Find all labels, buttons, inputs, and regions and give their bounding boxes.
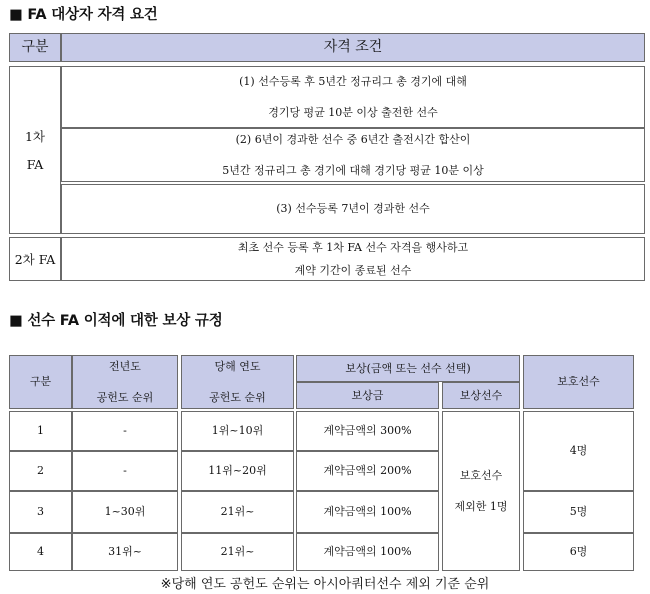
row3-money: 계약금액의 100% <box>296 491 439 533</box>
row4-curr-rank: 21위~ <box>181 533 294 571</box>
comp-header-money: 보상금 <box>296 382 439 409</box>
first-fa-label-line1: 1차 <box>24 128 46 144</box>
condition-2-line1: (2) 6년이 경과한 선수 중 6년간 출전시간 합산이 <box>235 133 471 147</box>
row4-prev-rank: 31위~ <box>72 533 178 571</box>
condition-1-line2: 경기당 평균 10분 이상 출전한 선수 <box>268 105 438 119</box>
fa-eligibility-heading: ■ FA 대상자 자격 요건 <box>9 7 158 23</box>
eligibility-header-category: 구분 <box>9 33 61 62</box>
condition-1-line1: (1) 선수등록 후 5년간 정규리그 총 경기에 대해 <box>239 75 467 89</box>
row4-category: 4 <box>9 533 72 571</box>
row2-money: 계약금액의 200% <box>296 451 439 491</box>
comp-header-prev-line1: 전년도 <box>109 359 141 373</box>
row2-curr-rank: 11위~20위 <box>181 451 294 491</box>
first-fa-label-line2: FA <box>26 156 44 172</box>
comp-player-line1: 보호선수 <box>459 468 503 482</box>
row1-category: 1 <box>9 411 72 451</box>
comp-player-line2: 제외한 1명 <box>454 500 508 513</box>
comp-header-player: 보상선수 <box>442 382 520 409</box>
comp-header-prev-rank <box>72 355 178 409</box>
first-fa-condition-2 <box>61 128 645 182</box>
row2-category: 2 <box>9 451 72 491</box>
comp-header-prev-line2: 공헌도 순위 <box>96 391 154 404</box>
second-fa-line2: 계약 기간이 종료된 선수 <box>294 263 412 277</box>
comp-header-curr-line2: 공헌도 순위 <box>209 391 266 404</box>
second-fa-condition <box>61 237 645 281</box>
protected-row-3: 5명 <box>523 491 634 533</box>
second-fa-line1: 최초 선수 등록 후 1차 FA 선수 자격을 행사하고 <box>237 241 469 255</box>
first-fa-condition-1 <box>61 66 645 128</box>
compensation-heading: ■ 선수 FA 이적에 대한 보상 규정 <box>9 313 223 329</box>
protected-rows-1-2: 4명 <box>523 411 634 491</box>
row1-curr-rank: 1위~10위 <box>181 411 294 451</box>
first-fa-condition-3 <box>61 184 645 234</box>
comp-player-merged <box>442 411 520 571</box>
first-fa-label <box>9 66 61 234</box>
condition-2-line2: 5년간 정규리그 총 경기에 대해 경기당 평균 10분 이상 <box>222 163 484 177</box>
protected-row-4: 6명 <box>523 533 634 571</box>
row3-category: 3 <box>9 491 72 533</box>
condition-3-line1: (3) 선수등록 7년이 경과한 선수 <box>276 202 430 216</box>
comp-header-compensation: 보상(금액 또는 선수 선택) <box>296 355 520 382</box>
eligibility-header-conditions: 자격 조건 <box>61 33 645 62</box>
comp-header-curr-rank <box>181 355 294 409</box>
row3-prev-rank: 1~30위 <box>72 491 178 533</box>
footnote: ※당해 연도 공헌도 순위는 아시아쿼터선수 제외 기준 순위 <box>160 577 490 592</box>
row4-money: 계약금액의 100% <box>296 533 439 571</box>
row3-curr-rank: 21위~ <box>181 491 294 533</box>
row1-prev-rank: - <box>72 411 178 451</box>
second-fa-label: 2차 FA <box>9 237 61 281</box>
row2-prev-rank: - <box>72 451 178 491</box>
comp-header-category: 구분 <box>9 355 72 409</box>
comp-header-protected: 보호선수 <box>523 355 634 409</box>
row1-money: 계약금액의 300% <box>296 411 439 451</box>
comp-header-curr-line1: 당해 연도 <box>214 359 261 373</box>
